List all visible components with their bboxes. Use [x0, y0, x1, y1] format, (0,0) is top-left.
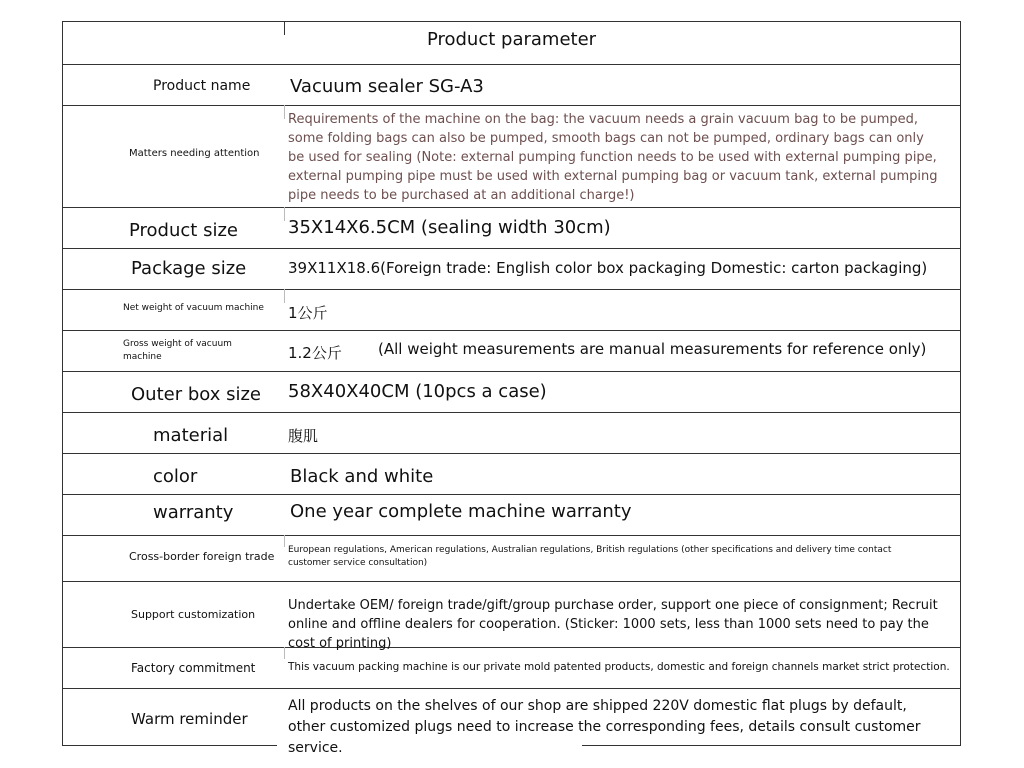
label-support-customization: Support customization	[131, 608, 256, 621]
parameter-table	[62, 21, 961, 756]
column-mark	[284, 535, 285, 547]
row-divider	[62, 330, 961, 331]
value-warranty: One year complete machine warranty	[290, 501, 632, 522]
row-divider	[62, 453, 961, 454]
row-divider	[62, 248, 961, 249]
label-package-size: Package size	[131, 258, 247, 279]
label-warranty: warranty	[153, 502, 234, 523]
label-cross-border-foreign-trade: Cross-border foreign trade	[129, 550, 275, 563]
column-mark	[284, 289, 285, 303]
label-matters-needing-attention: Matters needing attention	[129, 148, 260, 159]
row-divider	[62, 535, 961, 536]
row-divider	[62, 688, 961, 689]
row-divider	[62, 412, 961, 413]
label-product-size: Product size	[129, 220, 238, 241]
table-bottom-border	[62, 745, 277, 746]
label-gross-weight: Gross weight of vacuum machine	[123, 339, 232, 362]
value-matters-needing-attention: Requirements of the machine on the bag: the vacuum needs a grain vacuum bag to be pumped, some folding bags can also be pumped, smooth bags can not be pumped, ordinary bags can only be used for sealing (Note: external pumping function needs to be used with external pumping pipe, external pumping pipe must be used with external pumping bag or vacuum tank, external pumping pipe needs to be purchased at an additional charge!)	[288, 112, 938, 203]
label-product-name: Product name	[153, 78, 251, 94]
label-factory-commitment: Factory commitment	[131, 661, 256, 675]
value-material: 腹肌	[288, 427, 319, 445]
value-package-size: 39X11X18.6(Foreign trade: English color box packaging Domestic: carton packaging)	[288, 259, 928, 277]
label-color: color	[153, 466, 198, 487]
row-divider	[62, 371, 961, 372]
row-divider	[62, 207, 961, 208]
value-outer-box-size: 58X40X40CM (10pcs a case)	[288, 381, 547, 402]
column-mark	[284, 647, 285, 659]
row-divider	[62, 64, 961, 65]
table-title: Product parameter	[426, 29, 597, 50]
value-factory-commitment: This vacuum packing machine is our private mold patented products, domestic and foreign channels market strict protection.	[288, 661, 950, 673]
value-product-size: 35X14X6.5CM (sealing width 30cm)	[288, 217, 611, 238]
table-right-border	[960, 21, 961, 746]
value-net-weight: 1公斤	[288, 304, 328, 322]
value-warm-reminder: All products on the shelves of our shop are shipped 220V domestic flat plugs by default, other customized plugs need to increase the corresponding fees, details consult customer service.	[288, 698, 921, 756]
row-divider	[62, 581, 961, 582]
label-material: material	[153, 425, 229, 446]
table-left-border	[62, 21, 63, 746]
row-divider	[62, 289, 961, 290]
row-divider	[62, 494, 961, 495]
label-warm-reminder: Warm reminder	[131, 710, 248, 728]
value-product-name: Vacuum sealer SG-A3	[290, 76, 484, 97]
table-top-border	[62, 21, 961, 22]
value-gross-weight: 1.2公斤	[288, 344, 342, 362]
value-gross-weight-note: (All weight measurements are manual measurements for reference only)	[378, 340, 927, 358]
value-cross-border-foreign-trade: European regulations, American regulations, Australian regulations, British regulations (other specifications and delivery time contact customer service consultation)	[288, 545, 892, 568]
row-divider	[62, 105, 961, 106]
label-net-weight: Net weight of vacuum machine	[123, 303, 264, 313]
column-mark	[284, 105, 285, 119]
label-outer-box-size: Outer box size	[131, 384, 261, 405]
value-color: Black and white	[290, 466, 434, 487]
column-mark	[284, 207, 285, 221]
value-support-customization: Undertake OEM/ foreign trade/gift/group purchase order, support one piece of consignment; Recruit online and offline dealers for cooperation. (Sticker: 1000 sets, less than 1000 sets need to pay the cost of printing)	[288, 598, 938, 651]
